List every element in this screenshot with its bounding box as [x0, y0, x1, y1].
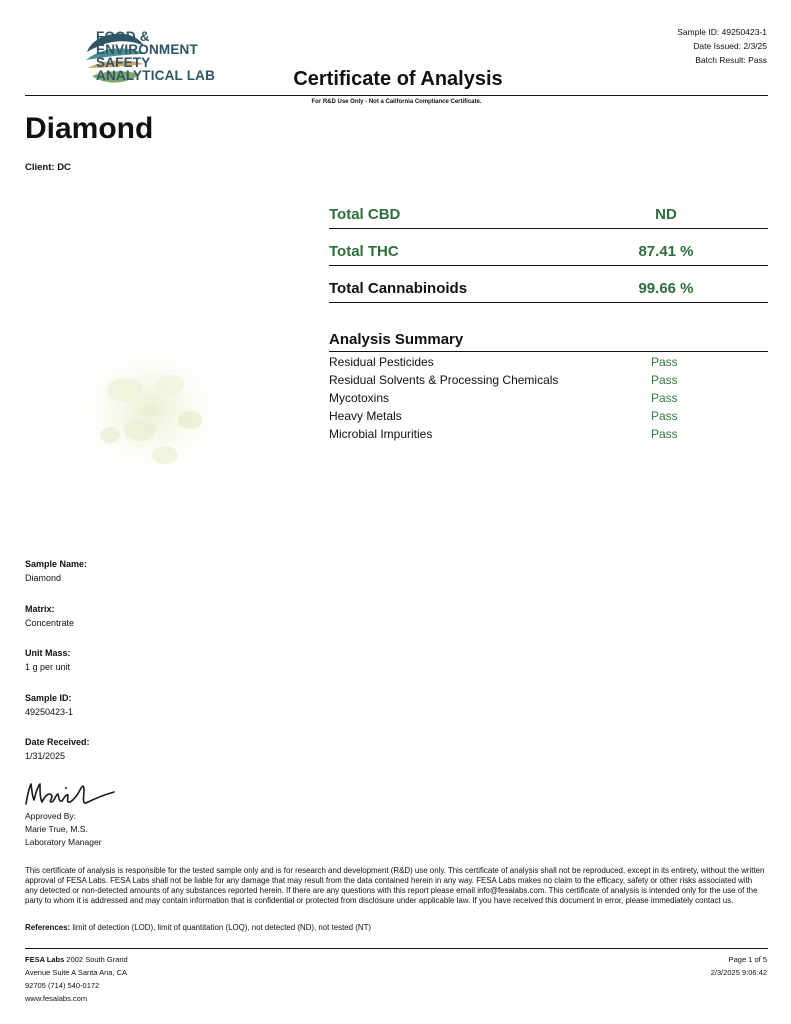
- info-value: Concentrate: [25, 617, 75, 628]
- client-label: Client: DC: [25, 162, 71, 173]
- footer-address-line: 2002 South Grand: [66, 955, 128, 964]
- summary-test: Microbial Impurities: [329, 427, 433, 441]
- summary-test: Mycotoxins: [329, 391, 390, 405]
- footer-address: [25, 953, 128, 1005]
- footer-address-line: 92705 (714) 540-0172: [25, 981, 100, 990]
- info-item: [25, 736, 275, 781]
- product-photo: [40, 320, 250, 510]
- total-row-cbd: [329, 204, 768, 229]
- list-item: [329, 427, 768, 445]
- total-label: Total Cannabinoids: [329, 280, 468, 297]
- summary-result: Pass: [651, 355, 678, 369]
- total-label: Total CBD: [329, 206, 401, 223]
- info-key: Sample ID:: [25, 692, 72, 703]
- footer-page-info: [711, 953, 767, 979]
- summary-test: Heavy Metals: [329, 409, 402, 423]
- summary-test: Residual Pesticides: [329, 355, 434, 369]
- info-item: [25, 603, 275, 648]
- info-item: [25, 692, 275, 737]
- header-divider: [25, 95, 768, 96]
- footer-company: FESA Labs: [25, 955, 65, 964]
- list-item: [329, 409, 768, 427]
- total-value: ND: [655, 206, 677, 223]
- summary-result: Pass: [651, 391, 678, 405]
- summary-result: Pass: [651, 427, 678, 441]
- brand-name: [96, 30, 215, 82]
- approver-name: Marie True, M.S.: [25, 824, 88, 834]
- summary-result: Pass: [651, 409, 678, 423]
- analysis-summary-title: Analysis Summary: [329, 331, 768, 352]
- product-name: Diamond: [25, 112, 154, 145]
- info-key: Matrix:: [25, 603, 55, 614]
- info-value: Diamond: [25, 573, 62, 583]
- analysis-summary-list: [329, 355, 768, 445]
- total-value: 99.66 %: [638, 280, 694, 297]
- info-item: [25, 647, 275, 692]
- info-value: 1 g per unit: [25, 662, 71, 672]
- sample-info: [25, 558, 275, 781]
- brand-line: SAFETY: [96, 55, 151, 70]
- list-item: [329, 373, 768, 391]
- footer-website[interactable]: www.fesalabs.com: [25, 994, 88, 1003]
- signature: [22, 776, 118, 812]
- brand-line: ENVIRONMENT: [96, 42, 198, 57]
- header-batch-result: Batch Result: Pass: [695, 55, 767, 65]
- approval-label: Approved By:: [25, 811, 77, 821]
- info-item: [25, 558, 275, 603]
- total-value: 87.41 %: [638, 243, 694, 260]
- references-text: limit of detection (LOD), limit of quantitation (LOQ), not detected (ND), not tested (NT): [72, 923, 372, 932]
- list-item: [329, 391, 768, 409]
- info-value: 49250423-1: [25, 706, 74, 717]
- page-number: Page 1 of 5: [728, 955, 767, 964]
- approver-role: Laboratory Manager: [25, 837, 102, 847]
- total-row-thc: [329, 241, 768, 266]
- header-meta: [677, 25, 767, 67]
- list-item: [329, 355, 768, 373]
- brand-line: ANALYTICAL LAB: [96, 68, 216, 83]
- references-label: References:: [25, 923, 71, 932]
- header-sample-id: Sample ID: 49250423-1: [677, 27, 767, 37]
- disclaimer: For R&D Use Only - Not a California Compliance Certificate.: [311, 99, 482, 105]
- references: [25, 923, 767, 932]
- header-date-issued: Date Issued: 2/3/25: [693, 41, 767, 51]
- approval: [25, 810, 102, 849]
- document-title: Certificate of Analysis: [293, 68, 503, 90]
- info-key: Date Received:: [25, 737, 90, 747]
- footer-address-line: Avenue Suite A Santa Ana, CA: [25, 968, 128, 977]
- footer-timestamp: 2/3/2025 9:06:42: [710, 968, 767, 977]
- legal-text: This certificate of analysis is responsible for the tested sample only and is for research and development (R&D) use only. This certificate of analysis shall not be reproduced, except in its entirety, without the written approval of FESA Labs. FESA Labs shall not be liable for any damage that may result from the data contained herein in any way. FESA Labs makes no claim to the efficacy, safety or other risks associated with any detected or non-detected amounts of any substances reported herein. If there are any questions with this report please email info@fesalabs.com. This certificate of analysis is intended only for the use of the party to whom it is addressed and may contain information that is confidential or protected from disclosure under applicable law. If you have received this document in error, please immediately contact us.: [25, 866, 765, 905]
- summary-result: Pass: [651, 373, 678, 387]
- info-key: Unit Mass:: [25, 648, 71, 658]
- total-row-cannabinoids: [329, 278, 768, 303]
- summary-test: Residual Solvents & Processing Chemicals: [329, 373, 559, 387]
- total-label: Total THC: [329, 243, 399, 260]
- brand-line: FOOD &: [96, 29, 150, 44]
- info-key: Sample Name:: [25, 559, 88, 569]
- info-value: 1/31/2025: [25, 751, 66, 761]
- footer-divider: [25, 948, 768, 949]
